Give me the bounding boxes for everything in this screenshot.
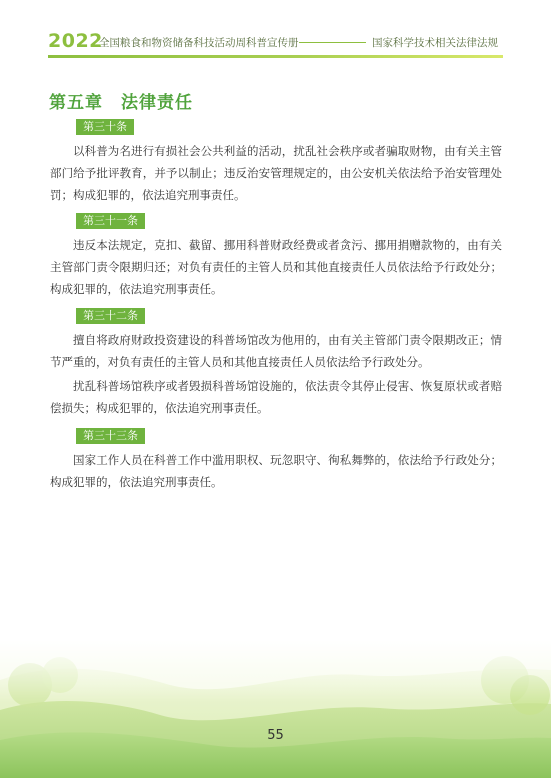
article-label: 第三十三条 [76, 428, 145, 444]
page-header [0, 0, 551, 60]
header-rule [299, 42, 366, 43]
article-label: 第三十一条 [76, 213, 145, 229]
header-book-title: 全国粮食和物资储备科技活动周科普宣传册 [99, 37, 299, 49]
article-paragraph: 擅自将政府财政投资建设的科普场馆改为他用的，由有关主管部门责令限期改正；情节严重的，对负有责任的主管人员和其他直接责任人员依法给予行政处分。 [50, 333, 502, 369]
landscape-graphic [0, 640, 551, 778]
header-year: 2022 [48, 30, 103, 52]
article-paragraph: 违反本法规定，克扣、截留、挪用科普财政经费或者贪污、挪用捐赠款物的，由有关主管部门责令限期归还；对负有责任的主管人员和其他直接责任人员依法给予行政处分；构成犯罪的，依法追究刑事责任。 [50, 238, 502, 296]
decorative-landscape [0, 640, 551, 778]
article-paragraph: 扰乱科普场馆秩序或者毁损科普场馆设施的，依法责令其停止侵害、恢复原状或者赔偿损失；构成犯罪的，依法追究刑事责任。 [50, 379, 502, 415]
article-label: 第三十条 [76, 119, 134, 135]
header-section-name: 国家科学技术相关法律法规 [372, 37, 498, 49]
article-label: 第三十二条 [76, 308, 145, 324]
header-divider-bar [48, 55, 503, 58]
article-paragraph: 以科普为名进行有损社会公共利益的活动，扰乱社会秩序或者骗取财物，由有关主管部门给予批评教育，并予以制止；违反治安管理规定的，由公安机关依法给予治安管理处罚；构成犯罪的，依法追究刑事责任。 [50, 144, 502, 202]
chapter-title: 第五章 法律责任 [49, 93, 193, 113]
page-number: 55 [267, 728, 284, 743]
article-paragraph: 国家工作人员在科普工作中滥用职权、玩忽职守、徇私舞弊的，依法给予行政处分；构成犯罪的，依法追究刑事责任。 [50, 453, 502, 489]
